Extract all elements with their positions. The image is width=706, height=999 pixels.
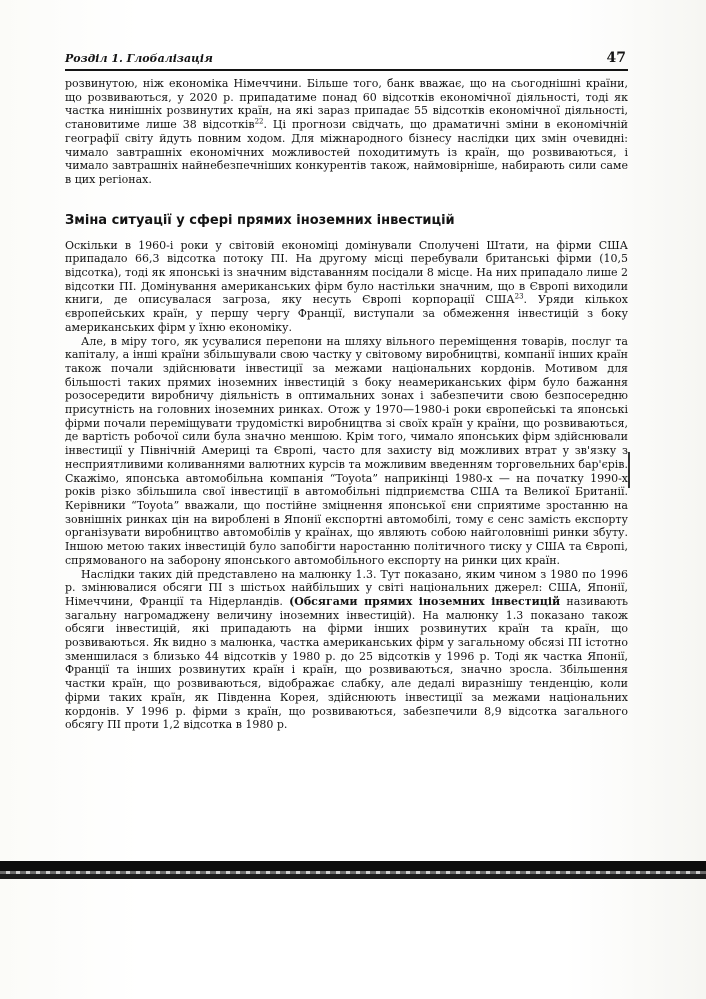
section-heading: Зміна ситуації у сфері прямих іноземних інвестицій bbox=[65, 212, 455, 228]
fdi-stock-definition: (Обсягами прямих іноземних інвестицій bbox=[289, 594, 561, 608]
scan-edge-band bbox=[0, 861, 706, 871]
paragraph-intro bbox=[65, 77, 628, 187]
page-body bbox=[65, 77, 628, 732]
header-rule bbox=[65, 69, 628, 71]
paragraph-us-dominance bbox=[65, 239, 628, 335]
paragraph-consequences-text: Наслідки таких дій представлено на малюнку 1.3. Тут показано, яким чином з 1980 по 1996 р. змінювалися обсяги ПІ з шістьох найбільших у світі національних джерел: США, Японії, Німеччини, Франції та Нідерландів. bbox=[65, 567, 628, 608]
margin-mark bbox=[628, 452, 630, 488]
paragraph-intro-text: розвинутою, ніж економіка Німеччини. Більше того, банк вважає, що на сьогоднішні країни, що розвиваються, у 2020 р. припадатиме понад 60 відсотків економічної діяльності, тоді як частка нинішніх розвинутих країн, на які зараз припадає 55 відсотків економічної діяльності, становитиме лише 38 відсотків bbox=[65, 77, 628, 132]
paragraph-us-dominance-tail: . Уряди кількох європейських країн, у першу чергу Франції, виступали за обмеження інвестицій з боку американських фірм у їхню економіку. bbox=[65, 293, 628, 334]
paragraph-other-countries: Але, в міру того, як усувалися перепони на шляху вільного переміщення товарів, послуг та капіталу, а інші країни збільшували свою частку у світовому виробництві, компанії інших країн також почали здійснювати інвестиції за межами національних кордонів. Мотивом для більшості таких прямих іноземних інвестицій з боку неамериканських фірм було бажання розосередити виробничу діяльність в оптимальних зонах і забезпечити свою безпосередню присутність на головних іноземних ринках. Отож у 1970—1980-і роки європейські та японські фірми почали переміщувати трудомісткі виробництва зі своїх країн у країни, що розвиваються, де вартість робочої сили була значно меншою. Крім того, чимало японських фірм здійснювали інвестиції у Північній Америці та Європі, часто для захисту від можливих втрат у зв'язку з несприятливими коливаннями валютних курсів та можливим введенням торговельних бар'єрів. Скажімо, японська автомобільна компанія “Toyota” наприкінці 1980-х — на початку 1990-х років різко збільшила свої інвестиції в автомобільні підприємства США та Великої Британії. Керівники “Toyota” вважали, що постійне зміцнення японської єни сприятиме зростанню на зовнішніх ринках цін на вироблені в Японії експортні автомобілі, тому є сенс замість експорту організувати виробництво автомобілів у країнах, що являють собою найголовніші ринки збуту. Іншою метою таких інвестицій було запобігти наростанню політичного тиску у США та Європі, спрямованого на заборону японського автомобільного експорту на ринки цих країн. bbox=[65, 334, 628, 567]
footnote-ref-23: 23 bbox=[514, 292, 524, 301]
scan-edge-band-lower bbox=[0, 874, 706, 879]
running-head: Розділ 1. Глобалізація bbox=[65, 52, 213, 65]
paragraph-consequences-tail: називають загальну нагромаджену величину іноземних інвестицій). На малюнку 1.3 показано також обсяги інвестицій, які припадають на фірми інших розвинутих країн та країн, що розвиваються. Як видно з малюнка, частка американських фірм у загальному обсязі ПІ істотно зменшилася з близько 44 відсотків у 1980 р. до 25 відсотків у 1996 р. Тоді як частка Японії, Франції та інших розвинутих країн і країн, що розвиваються, значно зросла. Збільшення частки країн, що розвиваються, відображає слабку, але дедалі виразнішу тенденцію, коли фірми таких країн, як Південна Корея, здійснюють інвестиції за межами національних кордонів. У 1996 р. фірми з країн, що розвиваються, забезпечили 8,9 відсотка загального обсягу ПІ проти 1,2 відсотка в 1980 р. bbox=[65, 594, 629, 732]
paragraph-us-dominance-text: Оскільки в 1960-і роки у світовій економіці домінували Сполучені Штати, на фірми США припадало 66,3 відсотка потоку ПІ. На другому місці перебували британські фірми (10,5 відсотка), тоді як японські із значним відставанням посідали 8 місце. На них припадало лише 2 відсотки ПІ. Домінування американських фірм було настільки значним, що в Європі виходили книги, де описувалася загроза, яку несуть Європі корпорації США bbox=[65, 238, 628, 307]
paragraph-intro-tail: . Ці прогнози свідчать, що драматичні зміни в економічній географії світу йдуть повним ходом. Для міжнародного бізнесу наслідки цих змін очевидні: чимало завтрашніх економічних можливостей походитимуть із країн, що розвиваються, і чимало завтрашніх найнебезпечніших конкурентів також, наймовірніше, набирають сили саме в цих регіонах. bbox=[65, 118, 628, 186]
footnote-ref-22: 22 bbox=[254, 117, 264, 126]
paragraph-consequences bbox=[65, 568, 628, 732]
page-number: 47 bbox=[606, 50, 626, 66]
